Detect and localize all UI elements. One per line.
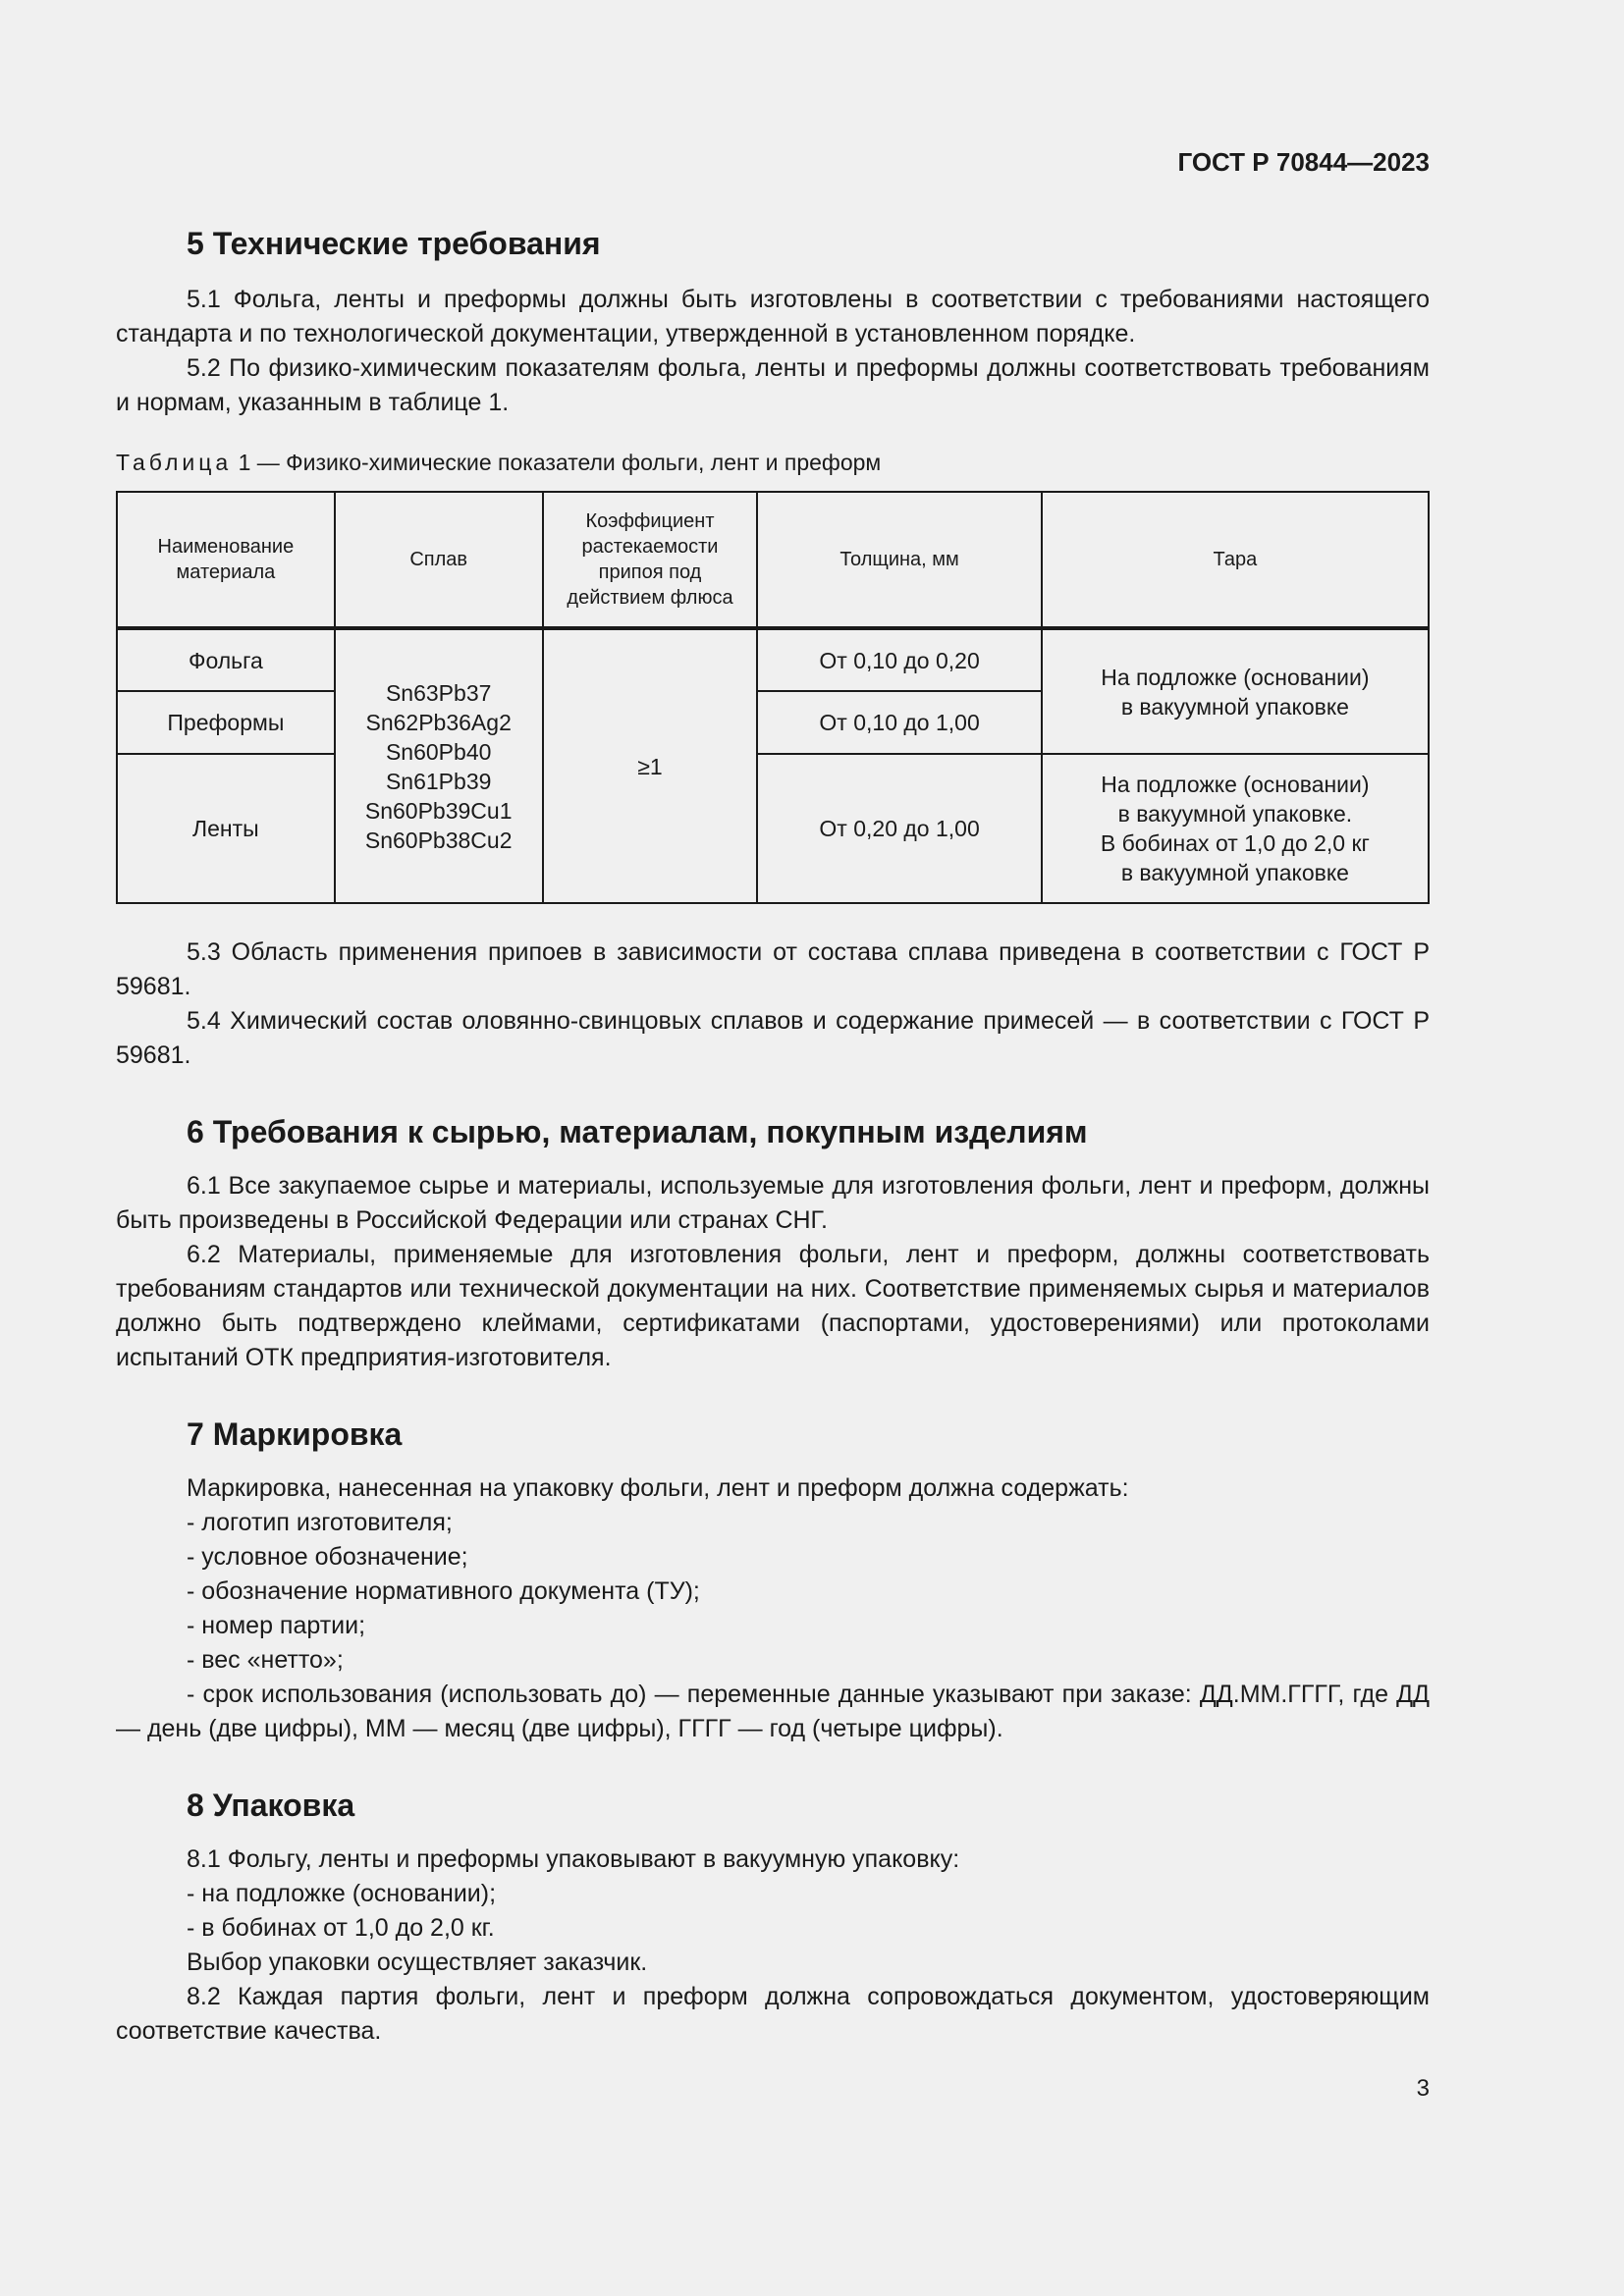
cell-alloys bbox=[335, 628, 543, 903]
alloy-item: Sn60Pb38Cu2 bbox=[364, 827, 513, 853]
cell-thickness: От 0,10 до 1,00 bbox=[757, 691, 1041, 754]
packaging-choice: Выбор упаковки осуществляет заказчик. bbox=[187, 1949, 648, 1976]
table-row bbox=[117, 754, 1429, 903]
paragraph-5-1: 5.1 Фольга, ленты и преформы должны быть изготовлены в соответствии с требованиями настоящего стандарта и по технологической документации, утвержденной в установленном порядке. bbox=[116, 286, 1430, 347]
physico-chemical-table bbox=[116, 491, 1430, 904]
paragraph-8-1: 8.1 Фольгу, ленты и преформы упаковывают в вакуумную упаковку: bbox=[187, 1845, 960, 1873]
cell-thickness: От 0,10 до 0,20 bbox=[757, 628, 1041, 691]
table-row bbox=[117, 628, 1429, 691]
paragraph-6-2: 6.2 Материалы, применяемые для изготовления фольги, лент и преформ, должны соответствовать требованиям стандартов или технической документации на них. Соответствие применяемых сырья и материалов должно быть подтверждено клеймами, сертификатами (паспортами, удостоверениями) или протоколами испытаний ОТК предприятия-изготовителя. bbox=[116, 1241, 1430, 1371]
table-caption-label: Таблица bbox=[116, 450, 233, 475]
section-6-title: 6 Требования к сырью, материалам, покупным изделиям bbox=[187, 1114, 1088, 1149]
cell-packaging bbox=[1042, 754, 1429, 903]
table-header-row bbox=[117, 492, 1429, 628]
list-item: - номер партии; bbox=[187, 1612, 366, 1639]
alloy-item: Sn61Pb39 bbox=[385, 768, 492, 794]
packaging-line: На подложке (основании) bbox=[1101, 772, 1370, 797]
packaging-line: В бобинах от 1,0 до 2,0 кг bbox=[1100, 830, 1370, 856]
table-caption bbox=[116, 448, 1430, 477]
cell-material: Фольга bbox=[117, 628, 335, 691]
marking-intro: Маркировка, нанесенная на упаковку фольги, лент и преформ должна содержать: bbox=[187, 1474, 1129, 1502]
page-number: 3 bbox=[1416, 2075, 1430, 2102]
list-item: - условное обозначение; bbox=[187, 1543, 468, 1571]
list-item: - обозначение нормативного документа (ТУ); bbox=[187, 1577, 700, 1605]
cell-material: Ленты bbox=[117, 754, 335, 903]
alloy-item: Sn62Pb36Ag2 bbox=[365, 709, 512, 735]
list-item: - на подложке (основании); bbox=[187, 1880, 497, 1907]
table-caption-text: 1 — Физико-химические показатели фольги, лент и преформ bbox=[232, 450, 882, 475]
alloy-item: Sn60Pb40 bbox=[385, 738, 492, 765]
paragraph-5-2: 5.2 По физико-химическим показателям фольга, ленты и преформы должны соответствовать требованиям и нормам, указанным в таблице 1. bbox=[116, 354, 1430, 416]
header-thickness: Толщина, мм bbox=[757, 492, 1041, 628]
alloy-item: Sn60Pb39Cu1 bbox=[364, 797, 513, 824]
list-item: - в бобинах от 1,0 до 2,0 кг. bbox=[187, 1914, 495, 1942]
packaging-line: в вакуумной упаковке bbox=[1120, 860, 1349, 885]
cell-material: Преформы bbox=[117, 691, 335, 754]
header-packaging: Тара bbox=[1042, 492, 1429, 628]
section-8-title: 8 Упаковка bbox=[187, 1788, 355, 1823]
section-5-title: 5 Технические требования bbox=[187, 226, 601, 261]
header-coefficient: Коэффициент растекаемости припоя под действием флюса bbox=[543, 492, 758, 628]
document-page bbox=[116, 0, 1430, 2296]
packaging-line: в вакуумной упаковке. bbox=[1117, 801, 1353, 827]
page-content bbox=[116, 222, 1430, 2049]
cell-thickness: От 0,20 до 1,00 bbox=[757, 754, 1041, 903]
cell-coefficient: ≥1 bbox=[543, 628, 758, 903]
list-item: - вес «нетто»; bbox=[187, 1646, 344, 1674]
document-code: ГОСТ Р 70844—2023 bbox=[1177, 147, 1430, 177]
header-alloy: Сплав bbox=[335, 492, 543, 628]
paragraph-8-2: 8.2 Каждая партия фольги, лент и преформ должна сопровождаться документом, удостоверяющим соответствие качества. bbox=[116, 1983, 1430, 2045]
list-item: - логотип изготовителя; bbox=[187, 1509, 453, 1536]
packaging-line: На подложке (основании) bbox=[1101, 664, 1370, 690]
paragraph-5-3: 5.3 Область применения припоев в зависимости от состава сплава приведена в соответствии с ГОСТ Р 59681. bbox=[116, 938, 1430, 1000]
section-7-title: 7 Маркировка bbox=[187, 1416, 403, 1452]
paragraph-5-4: 5.4 Химический состав оловянно-свинцовых сплавов и содержание примесей — в соответствии с ГОСТ Р 59681. bbox=[116, 1007, 1430, 1069]
cell-packaging bbox=[1042, 628, 1429, 754]
packaging-line: в вакуумной упаковке bbox=[1120, 693, 1349, 720]
paragraph-6-1: 6.1 Все закупаемое сырье и материалы, используемые для изготовления фольги, лент и преформ, должны быть произведены в Российской Федерации или странах СНГ. bbox=[116, 1172, 1430, 1234]
alloy-item: Sn63Pb37 bbox=[385, 679, 492, 706]
header-material: Наименование материала bbox=[117, 492, 335, 628]
list-item: - срок использования (использовать до) — переменные данные указывают при заказе: ДД.ММ.ГГГГ, где ДД — день (две цифры), ММ — месяц (две цифры), ГГГГ — год (четыре цифры). bbox=[116, 1681, 1430, 1742]
